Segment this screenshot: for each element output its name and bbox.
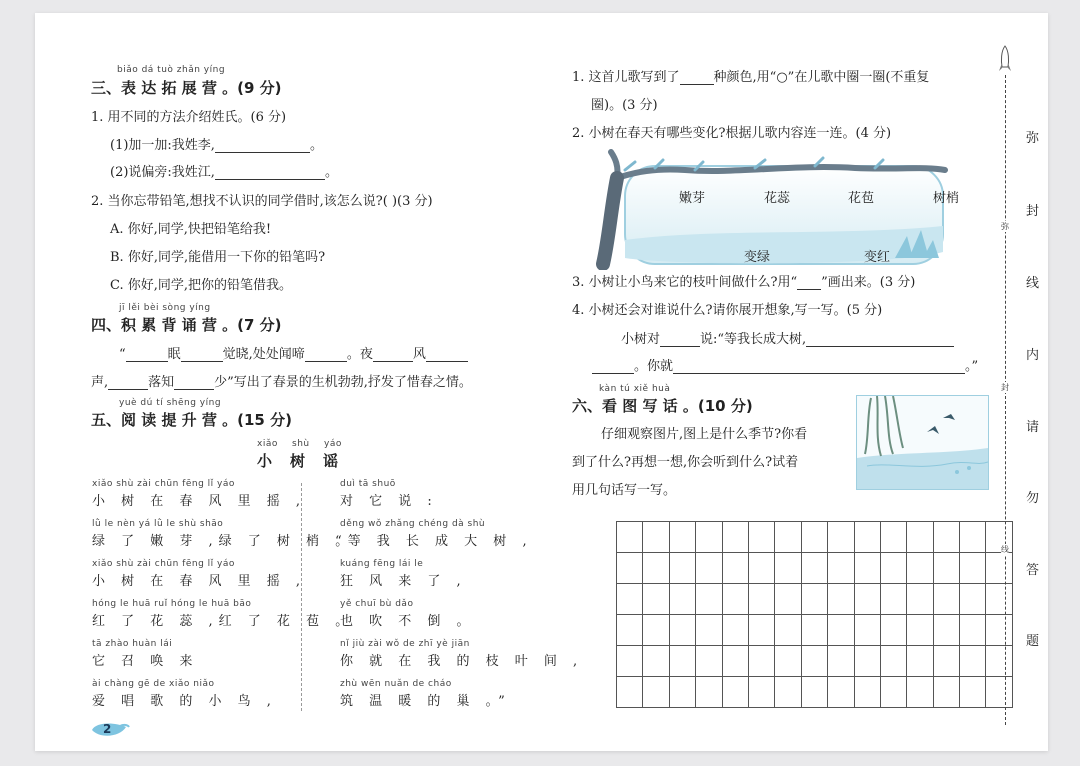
sec4-line1 [119,343,468,362]
poem-line: 小 树 在 春 风 里 摇 , [92,494,307,509]
r-q1-b: 种颜色,用“○”在儿歌中圈一圈(不重复 [713,70,930,85]
r-q4-l2-b: 。” [965,359,979,374]
sec6-line1: 仔细观察图片,图上是什么季节?你看 [601,427,808,442]
binding-char-5: 请 [1026,420,1040,435]
rocket-icon [998,45,1012,75]
poem-title-1: 小 [257,452,273,470]
sec5-pinyin: yuè dú tí shēng yíng [119,398,222,408]
poem-title-py-1: xiǎo [257,439,278,449]
l1-c: 。夜 [346,347,373,362]
blank-7[interactable] [174,376,214,390]
matching-illustration [595,148,960,270]
r-q3-b: ”画出来。(3 分) [821,275,916,290]
poem-py: xiǎo shù zài chūn fēng lǐ yáo [92,479,235,489]
l1-a: 眠 [167,347,181,362]
poem-py: nǐ jiù zài wǒ de zhī yè jiān [340,639,470,649]
poem-title-2: 树 [290,452,306,470]
sec3-q1a [110,134,323,153]
r-q4-blank-4[interactable] [673,360,965,374]
sec4-title: 四、积 累 背 诵 营 。(7 分) [91,316,282,334]
r-q4-l1-a: 小树对 [621,332,661,347]
binding-char-2: 封 [1026,204,1040,219]
binding-mark-1: 弥 [1001,222,1009,231]
poem-title-py-3: yáo [324,439,342,449]
option-b: B. 你好,同学,能借用一下你的铅笔吗? [110,250,326,265]
r-q1-a: 1. 这首儿歌写到了 [572,70,680,85]
r-q4-blank-2[interactable] [806,333,954,347]
blank-4[interactable] [373,348,413,362]
poem-py: ài chàng gē de xiǎo niǎo [92,679,215,689]
sec3-q2: 2. 当你忘带铅笔,想找不认识的同学借时,该怎么说?( )(3 分) [91,194,433,209]
r-q1-blank[interactable] [680,71,714,85]
poem-py: tā zhào huàn lái [92,639,173,649]
r-q1-line1 [572,66,929,85]
sec6-line2: 到了什么?再想一想,你会听到什么?试着 [572,455,799,470]
blank-5[interactable] [426,348,468,362]
page-number: 2 [103,722,112,736]
binding-char-8: 题 [1026,634,1040,649]
r-q4-line1 [621,328,954,347]
poem-py: děng wǒ zhǎng chéng dà shù [340,519,486,529]
poem-py: yě chuī bù dǎo [340,599,414,609]
blank-1[interactable] [126,348,168,362]
l2-c: 少”写出了春景的生机勃勃,抒发了惜春之情。 [214,375,472,390]
poem-py: lǜ le nèn yá lǜ le shù shāo [92,519,224,529]
binding-mark-3: 线 [1001,545,1009,554]
option-c: C. 你好,同学,把你的铅笔借我。 [110,278,293,293]
poem-py: kuáng fēng lái le [340,559,424,569]
binding-char-7: 答 [1026,563,1040,578]
blank-3[interactable] [305,348,347,362]
l1-b: 觉晓,处处闻啼 [222,347,305,362]
binding-char-4: 内 [1026,348,1040,363]
poem-line: 爱 唱 歌 的 小 鸟 , [92,694,277,709]
poem-line: 小 树 在 春 风 里 摇 , [92,574,307,589]
r-q3-blank[interactable] [797,276,821,290]
poem-line: 绿 了 嫩 芽 ,绿 了 树 梢 。 [92,534,355,549]
willow-swallow-image [857,396,988,489]
spring-picture [856,395,989,490]
tree-scene-image [595,148,955,270]
match-top-4[interactable]: 树梢 [933,191,960,206]
sec4-line2 [91,371,472,390]
binding-char-3: 线 [1026,276,1040,291]
binding-mark-2: 封 [1001,383,1009,392]
poem-line: 它 召 唤 来 [92,654,199,669]
sec3-q1: 1. 用不同的方法介绍姓氏。(6 分) [91,110,287,125]
poem-line: 狂 风 来 了 , [340,574,467,589]
poem-py: duì tā shuō [340,479,396,489]
poem-line: “等 我 长 成 大 树 , [335,534,533,549]
option-a: A. 你好,同学,快把铅笔给我! [110,222,272,237]
poem-line: 对 它 说 : [340,494,438,509]
sec4-pinyin: jī lěi bèi sòng yíng [119,303,211,313]
l2-a: 声, [91,375,109,390]
poem-py: zhù wēn nuǎn de cháo [340,679,452,689]
sec3-pinyin: biǎo dá tuò zhǎn yíng [117,65,226,75]
q1b-blank[interactable] [215,166,325,180]
poem-divider [301,483,302,711]
r-q3 [572,271,915,290]
writing-grid[interactable] [616,521,1013,708]
poem-line: 筑 温 暖 的 巢 。” [340,694,511,709]
page-number-badge [90,721,130,739]
match-top-1[interactable]: 嫩芽 [679,191,706,206]
sec3-q1b [110,161,338,180]
poem-line: 也 吹 不 倒 。 [340,614,476,629]
q1a-period: 。 [309,138,323,153]
match-top-3[interactable]: 花苞 [848,191,875,206]
r-q3-a: 3. 小树让小鸟来它的枝叶间做什么?用“ [572,275,798,290]
l1-d: 风 [412,347,426,362]
poem-py: hóng le huā ruǐ hóng le huā bāo [92,599,252,609]
r-q4-blank-1[interactable] [660,333,700,347]
worksheet-spread [35,13,1048,751]
r-q2: 2. 小树在春天有哪些变化?根据儿歌内容连一连。(4 分) [572,126,892,141]
r-q4-l1-b: 说:“等我长成大树, [700,332,807,347]
poem-line: 红 了 花 蕊 ,红 了 花 苞 。 [92,614,355,629]
blank-2[interactable] [181,348,223,362]
q1b-period: 。 [324,165,338,180]
match-top-2[interactable]: 花蕊 [764,191,791,206]
r-q4-line2 [592,355,978,374]
blank-6[interactable] [108,376,148,390]
r-q1-line2: 圈)。(3 分) [591,98,658,113]
r-q4-l2-a: 。你就 [634,359,674,374]
l2-b: 落知 [148,375,175,390]
q1a-blank[interactable] [215,139,310,153]
sec3-title: 三、表 达 拓 展 营 。(9 分) [91,79,282,97]
sec6-line3: 用几句话写一写。 [572,483,677,498]
binding-char-6: 勿 [1026,491,1040,506]
r-q4-blank-3[interactable] [592,360,634,374]
q1a-text: (1)加一加:我姓李, [110,138,215,153]
match-bottom-1[interactable]: 变绿 [744,250,771,265]
binding-char-1: 弥 [1026,131,1040,146]
sec6-pinyin: kàn tú xiě huà [599,384,671,394]
quote-open: “ [119,347,126,362]
binding-line [1005,75,1006,725]
sec6-title: 六、看 图 写 话 。(10 分) [572,397,753,415]
sec5-title: 五、阅 读 提 升 营 。(15 分) [91,411,292,429]
r-q4: 4. 小树还会对谁说什么?请你展开想象,写一写。(5 分) [572,303,883,318]
poem-line: 你 就 在 我 的 枝 叶 间 , [340,654,584,669]
q1b-text: (2)说偏旁:我姓江, [110,165,215,180]
match-bottom-2[interactable]: 变红 [864,250,891,265]
poem-title-py-2: shù [292,439,310,449]
poem-title-3: 谣 [323,452,339,470]
poem-py: xiǎo shù zài chūn fēng lǐ yáo [92,559,235,569]
